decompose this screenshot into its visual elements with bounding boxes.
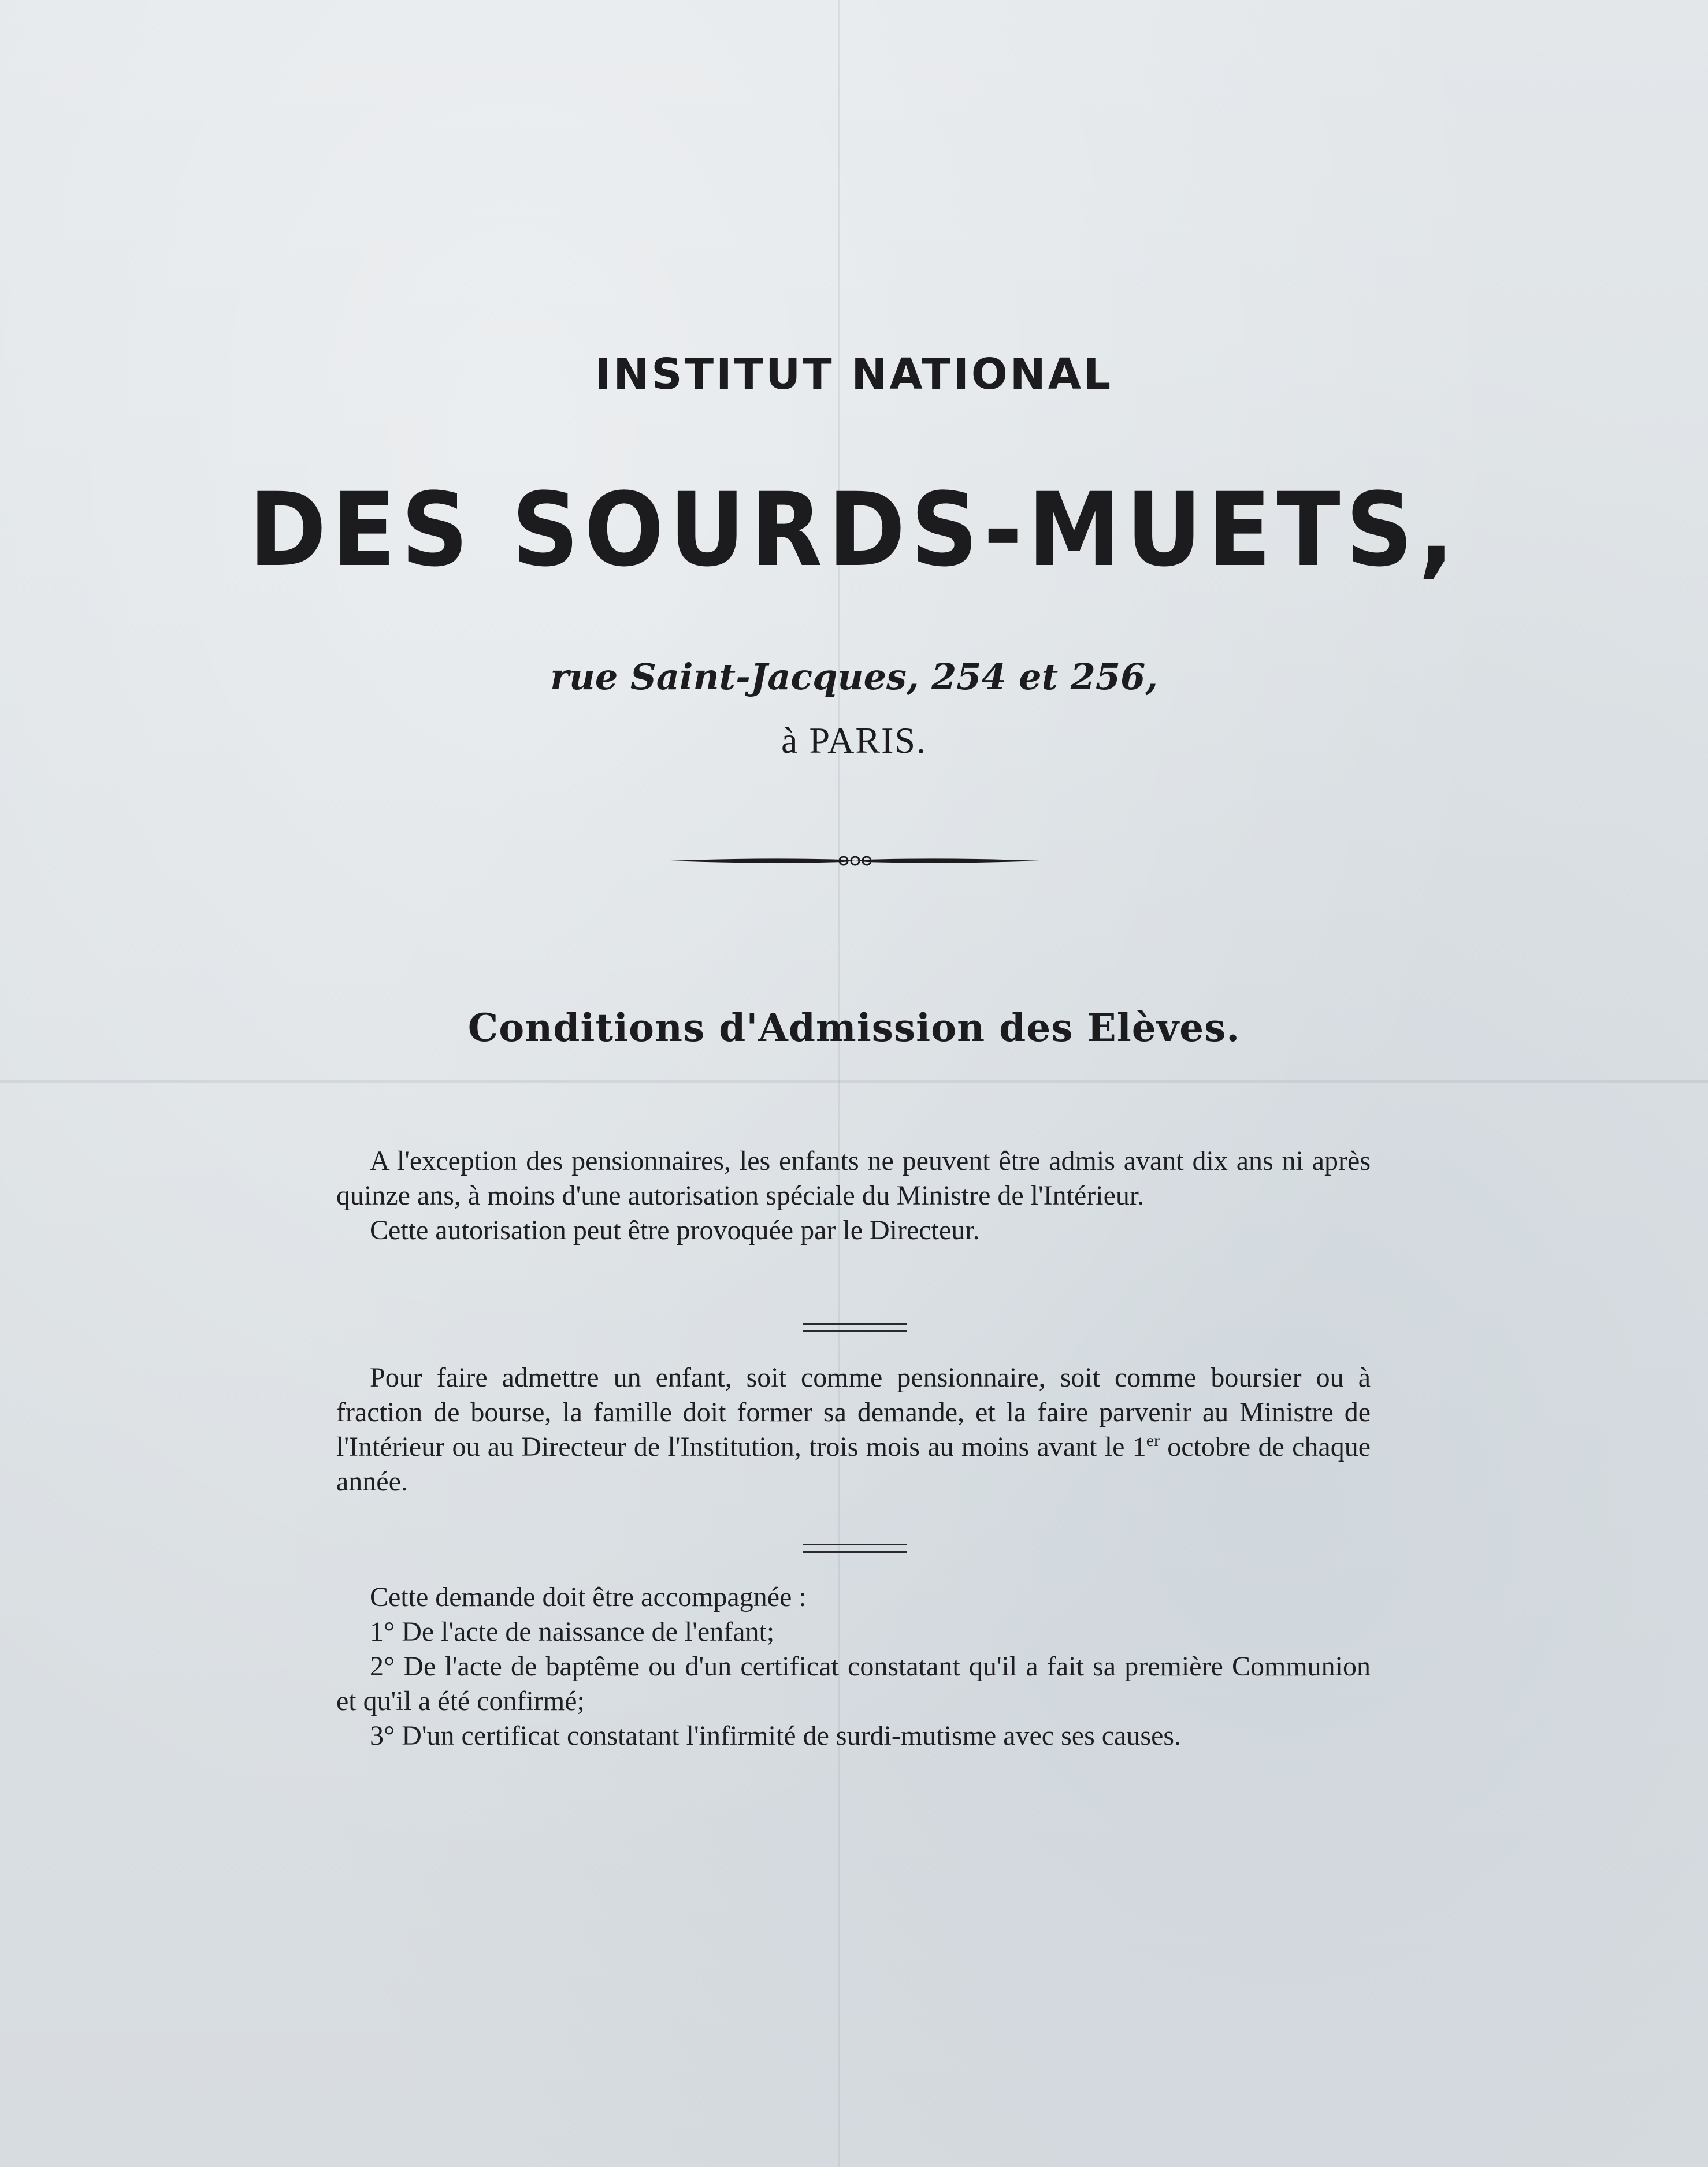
document-item-certificate: 3° D'un certificat constatant l'infirmité de surdi-mutisme avec ses causes. xyxy=(370,1720,1182,1751)
request-text-end: octobre de chaque année. xyxy=(336,1432,1371,1497)
paragraph-age-conditions xyxy=(336,1144,1371,1248)
section-title: Conditions d'Admission des Elèves. xyxy=(467,1005,1241,1050)
heading-sourds-muets: DES SOURDS-MUETS, xyxy=(248,471,1460,589)
paragraph-required-documents xyxy=(336,1580,1371,1753)
paper-crease-horizontal xyxy=(0,1080,1708,1083)
address-line: rue Saint-Jacques, 254 et 256, xyxy=(550,656,1158,698)
paragraph-age-text: A l'exception des pensionnaires, les enfants ne peuvent être admis avant dix ans ni après quinze ans, à moins d'une autorisation spéciale du Ministre de l'Intérieur. xyxy=(336,1146,1371,1211)
paper-crease-vertical xyxy=(838,0,840,2167)
city-line: à PARIS. xyxy=(781,720,927,761)
ornament-divider-icon xyxy=(670,854,1040,868)
documents-intro: Cette demande doit être accompagnée : xyxy=(370,1582,807,1612)
paragraph-request-text xyxy=(336,1361,1371,1499)
request-text-main: Pour faire admettre un enfant, soit comme pensionnaire, soit comme boursier ou à fraction de bourse, la famille doit former sa demande, et la faire parvenir au Ministre de l'Intérieur ou au Directeur de l'Institution, trois mois au moins avant le 1 xyxy=(336,1362,1371,1462)
document-item-baptism: 2° De l'acte de baptême ou d'un certificat constatant qu'il a fait sa première Communion et qu'il a été confirmé; xyxy=(336,1651,1371,1716)
double-rule-separator xyxy=(803,1544,907,1553)
paragraph-admission-request xyxy=(336,1361,1371,1499)
ordinal-superscript: er xyxy=(1146,1431,1160,1450)
paragraph-authorisation-note: Cette autorisation peut être provoquée par le Directeur. xyxy=(370,1215,980,1246)
heading-institut-national: INSTITUT NATIONAL xyxy=(595,350,1113,399)
document-item-birth: 1° De l'acte de naissance de l'enfant; xyxy=(370,1616,775,1647)
double-rule-separator xyxy=(803,1323,907,1332)
